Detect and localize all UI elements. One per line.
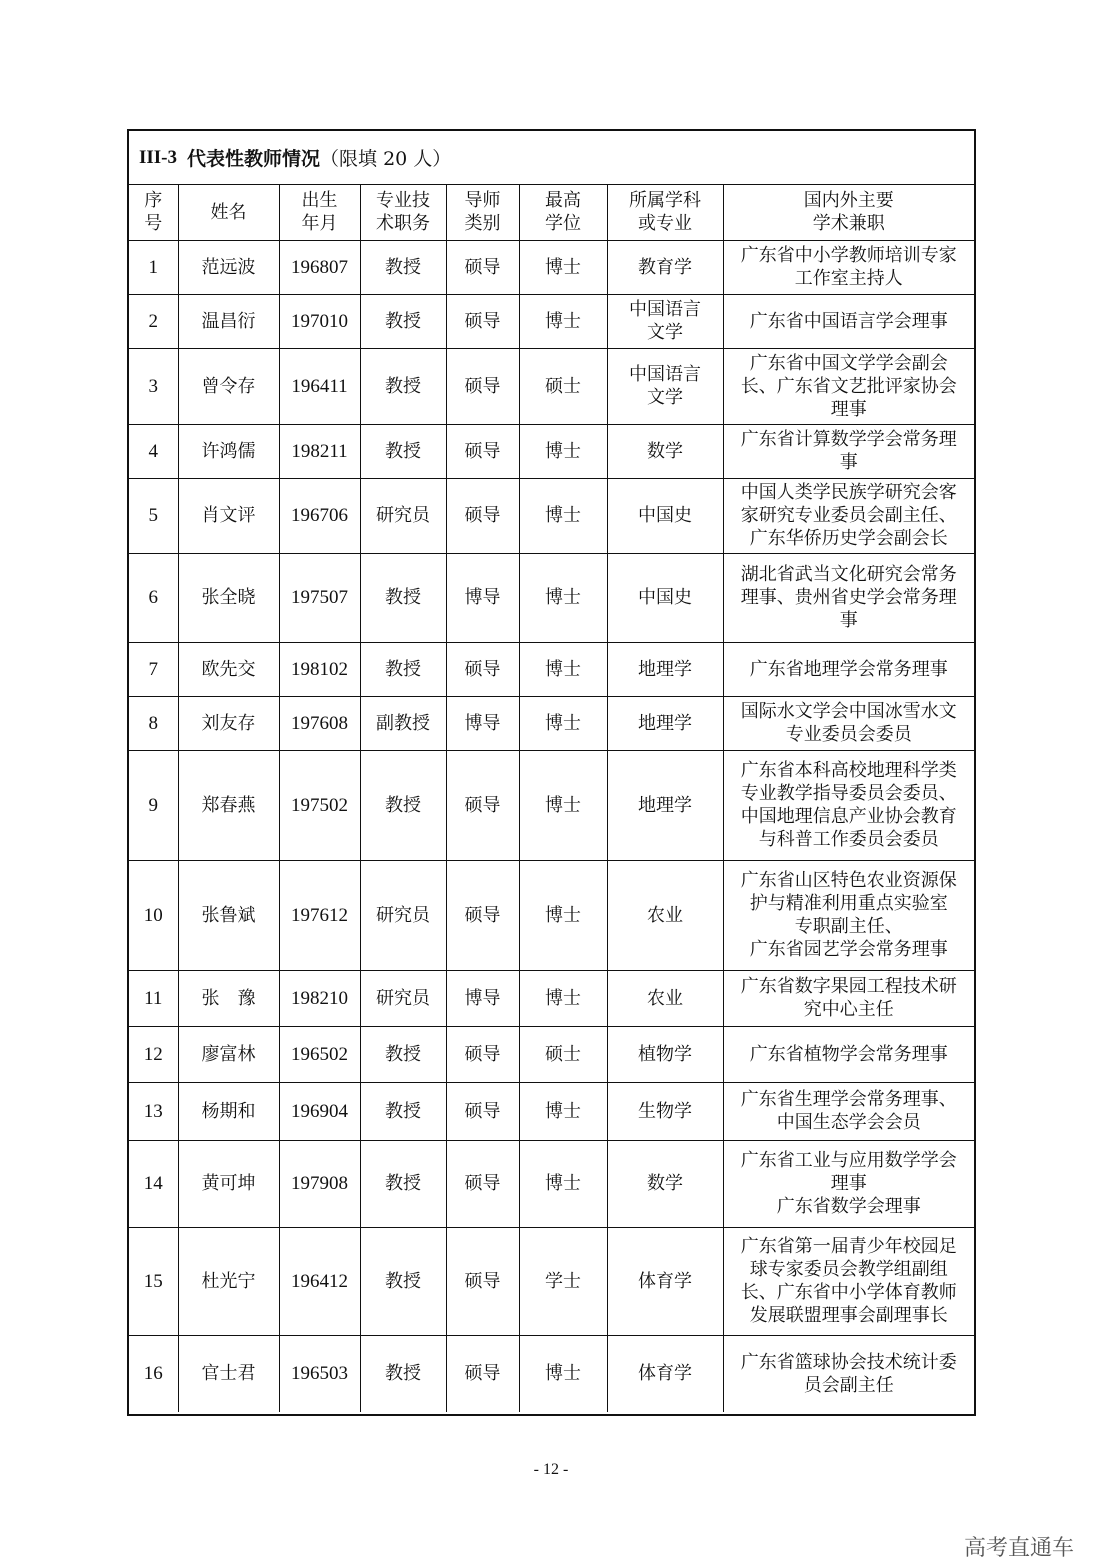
cell-birth: 197608 [279, 696, 360, 750]
cell-title: 教授 [360, 294, 446, 348]
table-row [129, 478, 974, 553]
cell-no: 1 [129, 240, 178, 294]
cell-birth: 196706 [279, 478, 360, 553]
cell-title: 教授 [360, 1227, 446, 1335]
cell-supervisor: 硕导 [446, 1082, 519, 1140]
header-name [178, 185, 279, 240]
header-degree-line: 最高 [545, 190, 581, 212]
cell-roles-line: 专业教学指导委员会委员、 [740, 783, 957, 804]
cell-birth: 197502 [279, 750, 360, 860]
cell-name: 郑春燕 [178, 750, 279, 860]
cell-title: 教授 [360, 1140, 446, 1227]
cell-name: 廖富林 [178, 1026, 279, 1082]
table-row [129, 294, 974, 348]
table-row [129, 1335, 974, 1412]
cell-title: 研究员 [360, 970, 446, 1026]
table-row [129, 696, 974, 750]
cell-degree: 博士 [519, 1082, 607, 1140]
cell-title: 研究员 [360, 860, 446, 970]
cell-roles-line: 与科普工作委员会委员 [758, 829, 939, 850]
cell-supervisor: 硕导 [446, 424, 519, 478]
cell-roles-line: 中国地理信息产业协会教育 [740, 806, 957, 827]
cell-title: 教授 [360, 1026, 446, 1082]
cell-discipline [607, 1140, 723, 1227]
table-row [129, 970, 974, 1026]
cell-roles-line: 广东省园艺学会常务理事 [749, 939, 948, 960]
cell-roles [723, 750, 974, 860]
cell-roles-line: 广东省地理学会常务理事 [749, 658, 948, 680]
cell-no: 2 [129, 294, 178, 348]
cell-birth: 197010 [279, 294, 360, 348]
cell-supervisor: 硕导 [446, 1227, 519, 1335]
cell-roles [723, 1227, 974, 1335]
cell-birth: 198210 [279, 970, 360, 1026]
table-row [129, 1227, 974, 1335]
cell-roles [723, 1140, 974, 1227]
cell-supervisor: 硕导 [446, 348, 519, 424]
cell-degree: 硕士 [519, 1026, 607, 1082]
table-row [129, 1026, 974, 1082]
header-roles [723, 185, 974, 240]
cell-degree: 博士 [519, 478, 607, 553]
cell-supervisor: 博导 [446, 970, 519, 1026]
section-code: III-3 [139, 146, 178, 168]
cell-discipline-line: 地理学 [638, 658, 692, 680]
cell-roles [723, 348, 974, 424]
section-title-text: 代表性教师情况 [187, 148, 321, 170]
cell-name: 张鲁斌 [178, 860, 279, 970]
cell-birth: 196807 [279, 240, 360, 294]
cell-supervisor: 博导 [446, 553, 519, 642]
cell-roles-line: 员会副主任 [803, 1374, 894, 1396]
table-header-row [129, 185, 974, 240]
cell-title: 教授 [360, 240, 446, 294]
cell-roles-line: 理事、贵州省史学会常务理 [740, 587, 957, 608]
cell-no: 15 [129, 1227, 178, 1335]
cell-supervisor: 硕导 [446, 294, 519, 348]
cell-no: 9 [129, 750, 178, 860]
cell-roles-line: 广东省计算数学学会常务理 [740, 429, 957, 450]
cell-roles-line: 护与精准利用重点实验室 [749, 893, 948, 914]
cell-birth: 196502 [279, 1026, 360, 1082]
cell-discipline-line: 中国史 [638, 587, 692, 608]
cell-supervisor: 硕导 [446, 860, 519, 970]
cell-discipline-line: 农业 [647, 904, 683, 926]
teacher-table [129, 185, 974, 1412]
cell-roles-line: 理事 [830, 398, 867, 420]
cell-roles-line: 湖北省武当文化研究会常务 [740, 564, 957, 585]
table-row [129, 424, 974, 478]
table-row [129, 240, 974, 294]
cell-discipline [607, 348, 723, 424]
cell-roles-line: 广东省山区特色农业资源保 [740, 870, 957, 891]
cell-title: 教授 [360, 424, 446, 478]
cell-discipline [607, 1227, 723, 1335]
header-roles-line: 学术兼职 [812, 213, 885, 235]
cell-title: 副教授 [360, 696, 446, 750]
cell-discipline-line: 数学 [647, 1173, 683, 1194]
header-name-line: 姓名 [210, 201, 247, 223]
cell-discipline [607, 1026, 723, 1082]
cell-degree: 博士 [519, 860, 607, 970]
cell-degree: 博士 [519, 553, 607, 642]
section-note: （限填 20 人） [320, 148, 452, 170]
cell-discipline-line: 数学 [647, 440, 683, 462]
cell-no: 13 [129, 1082, 178, 1140]
cell-roles-line: 广东省中国语言学会理事 [749, 310, 948, 332]
cell-title: 教授 [360, 1335, 446, 1412]
cell-name: 黄可坤 [178, 1140, 279, 1227]
cell-roles-line: 国际水文学会中国冰雪水文 [740, 701, 957, 722]
cell-roles [723, 478, 974, 553]
teacher-table-frame [127, 129, 976, 1416]
cell-roles-line: 家研究专业委员会副主任、 [740, 505, 957, 526]
header-discipline-line: 所属学科 [629, 190, 701, 212]
cell-no: 3 [129, 348, 178, 424]
cell-roles-line: 长、广东省中小学体育教师 [740, 1282, 957, 1303]
cell-name: 张 豫 [178, 970, 279, 1026]
cell-birth: 198211 [279, 424, 360, 478]
cell-degree: 博士 [519, 970, 607, 1026]
cell-name: 曾令存 [178, 348, 279, 424]
cell-name: 温昌衍 [178, 294, 279, 348]
cell-name: 杜光宁 [178, 1227, 279, 1335]
cell-roles [723, 860, 974, 970]
cell-discipline-line: 中国史 [638, 505, 692, 526]
cell-discipline-line: 文学 [647, 322, 683, 343]
table-row [129, 348, 974, 424]
cell-no: 14 [129, 1140, 178, 1227]
cell-birth: 196412 [279, 1227, 360, 1335]
cell-name: 杨期和 [178, 1082, 279, 1140]
table-row [129, 1140, 974, 1227]
cell-roles-line: 事 [839, 452, 858, 473]
watermark: 高考直通车 [963, 1536, 1074, 1561]
cell-title: 研究员 [360, 478, 446, 553]
cell-discipline [607, 860, 723, 970]
cell-no: 16 [129, 1335, 178, 1412]
cell-roles-line: 广东省植物学会常务理事 [749, 1043, 948, 1065]
cell-roles [723, 642, 974, 696]
section-title [129, 131, 974, 185]
cell-discipline [607, 1082, 723, 1140]
cell-roles-line: 广东省中小学教师培训专家 [740, 245, 957, 266]
cell-roles-line: 广东省篮球协会技术统计委 [740, 1351, 957, 1373]
cell-name: 官士君 [178, 1335, 279, 1412]
cell-degree: 博士 [519, 642, 607, 696]
cell-name: 刘友存 [178, 696, 279, 750]
cell-supervisor: 硕导 [446, 240, 519, 294]
cell-roles [723, 1082, 974, 1140]
header-roles-line: 国内外主要 [803, 190, 894, 212]
cell-degree: 博士 [519, 1335, 607, 1412]
cell-supervisor: 硕导 [446, 1335, 519, 1412]
cell-roles [723, 696, 974, 750]
cell-no: 4 [129, 424, 178, 478]
cell-roles-line: 事 [839, 610, 858, 631]
cell-no: 6 [129, 553, 178, 642]
cell-supervisor: 博导 [446, 696, 519, 750]
cell-discipline-line: 中国语言 [629, 364, 701, 385]
cell-roles [723, 240, 974, 294]
cell-title: 教授 [360, 750, 446, 860]
cell-discipline-line: 中国语言 [629, 299, 701, 320]
cell-roles-line: 究中心主任 [803, 999, 894, 1020]
cell-roles-line: 专职副主任、 [794, 916, 903, 937]
cell-birth: 197908 [279, 1140, 360, 1227]
cell-roles-line: 广东省工业与应用数学学会 [740, 1150, 957, 1171]
cell-roles-line: 中国人类学民族学研究会客 [740, 482, 957, 503]
cell-discipline-line: 地理学 [638, 794, 692, 816]
header-no [129, 185, 178, 240]
cell-name: 范远波 [178, 240, 279, 294]
cell-roles-line: 广东省数字果园工程技术研 [740, 976, 957, 997]
header-discipline [607, 185, 723, 240]
cell-degree: 博士 [519, 750, 607, 860]
cell-supervisor: 硕导 [446, 642, 519, 696]
cell-roles-line: 广东省本科高校地理科学类 [740, 760, 957, 781]
cell-roles [723, 1026, 974, 1082]
header-birth-line: 年月 [301, 213, 338, 235]
cell-discipline-line: 体育学 [638, 1363, 692, 1385]
cell-supervisor: 硕导 [446, 478, 519, 553]
cell-roles-line: 球专家委员会教学组副组 [749, 1259, 948, 1280]
cell-discipline [607, 478, 723, 553]
cell-discipline [607, 970, 723, 1026]
cell-name: 欧先交 [178, 642, 279, 696]
cell-roles [723, 553, 974, 642]
cell-no: 5 [129, 478, 178, 553]
header-title [360, 185, 446, 240]
header-title-line: 专业技 [376, 190, 430, 212]
header-supervisor [446, 185, 519, 240]
cell-no: 7 [129, 642, 178, 696]
header-birth [279, 185, 360, 240]
cell-discipline-line: 教育学 [638, 256, 692, 278]
cell-birth: 196503 [279, 1335, 360, 1412]
cell-discipline-line: 生物学 [638, 1100, 692, 1122]
cell-roles [723, 424, 974, 478]
header-supervisor-line: 类别 [464, 213, 501, 235]
cell-roles-line: 广东省中国文学学会副会 [749, 352, 948, 374]
cell-no: 8 [129, 696, 178, 750]
cell-title: 教授 [360, 1082, 446, 1140]
cell-discipline [607, 424, 723, 478]
header-no-line: 序 [144, 190, 163, 212]
cell-roles-line: 广东省数学会理事 [776, 1196, 921, 1217]
cell-roles-line: 长、广东省文艺批评家协会 [740, 375, 957, 397]
cell-name: 许鸿儒 [178, 424, 279, 478]
cell-no: 10 [129, 860, 178, 970]
cell-discipline [607, 642, 723, 696]
cell-title: 教授 [360, 348, 446, 424]
cell-name: 张全晓 [178, 553, 279, 642]
cell-roles-line: 发展联盟理事会副理事长 [749, 1305, 948, 1326]
cell-roles-line: 专业委员会委员 [785, 724, 912, 745]
cell-discipline [607, 696, 723, 750]
cell-roles [723, 294, 974, 348]
cell-title: 教授 [360, 553, 446, 642]
cell-discipline-line: 文学 [647, 387, 683, 408]
cell-discipline [607, 1335, 723, 1412]
cell-birth: 197612 [279, 860, 360, 970]
cell-birth: 197507 [279, 553, 360, 642]
table-row [129, 860, 974, 970]
table-row [129, 1082, 974, 1140]
cell-roles [723, 1335, 974, 1412]
cell-roles-line: 理事 [830, 1173, 867, 1194]
header-degree [519, 185, 607, 240]
cell-supervisor: 硕导 [446, 750, 519, 860]
cell-discipline-line: 植物学 [638, 1043, 692, 1065]
table-body [129, 240, 974, 1412]
cell-discipline [607, 750, 723, 860]
cell-roles-line: 广东省第一届青少年校园足 [740, 1236, 957, 1257]
cell-supervisor: 硕导 [446, 1140, 519, 1227]
header-title-line: 术职务 [376, 213, 430, 235]
cell-degree: 博士 [519, 696, 607, 750]
page-number: - 12 - [533, 1461, 569, 1478]
cell-degree: 学士 [519, 1227, 607, 1335]
table-row [129, 642, 974, 696]
cell-degree: 博士 [519, 294, 607, 348]
table-row [129, 750, 974, 860]
cell-roles-line: 广东省生理学会常务理事、 [740, 1089, 957, 1110]
cell-discipline-line: 体育学 [638, 1270, 692, 1292]
cell-degree: 博士 [519, 240, 607, 294]
header-birth-line: 出生 [301, 190, 338, 212]
cell-discipline [607, 553, 723, 642]
cell-no: 12 [129, 1026, 178, 1082]
cell-discipline-line: 农业 [647, 987, 683, 1009]
cell-birth: 196411 [279, 348, 360, 424]
cell-discipline-line: 地理学 [638, 712, 692, 734]
header-supervisor-line: 导师 [464, 190, 501, 212]
cell-degree: 博士 [519, 424, 607, 478]
cell-roles-line: 工作室主持人 [794, 268, 903, 289]
cell-degree: 硕士 [519, 348, 607, 424]
cell-supervisor: 硕导 [446, 1026, 519, 1082]
cell-discipline [607, 240, 723, 294]
cell-roles [723, 970, 974, 1026]
cell-birth: 198102 [279, 642, 360, 696]
header-no-line: 号 [144, 213, 163, 235]
cell-birth: 196904 [279, 1082, 360, 1140]
cell-no: 11 [129, 970, 178, 1026]
cell-name: 肖文评 [178, 478, 279, 553]
table-row [129, 553, 974, 642]
cell-degree: 博士 [519, 1140, 607, 1227]
cell-roles-line: 中国生态学会会员 [776, 1112, 921, 1133]
cell-discipline [607, 294, 723, 348]
cell-roles-line: 广东华侨历史学会副会长 [749, 528, 948, 549]
header-degree-line: 学位 [545, 213, 581, 235]
header-discipline-line: 或专业 [638, 213, 692, 235]
cell-title: 教授 [360, 642, 446, 696]
